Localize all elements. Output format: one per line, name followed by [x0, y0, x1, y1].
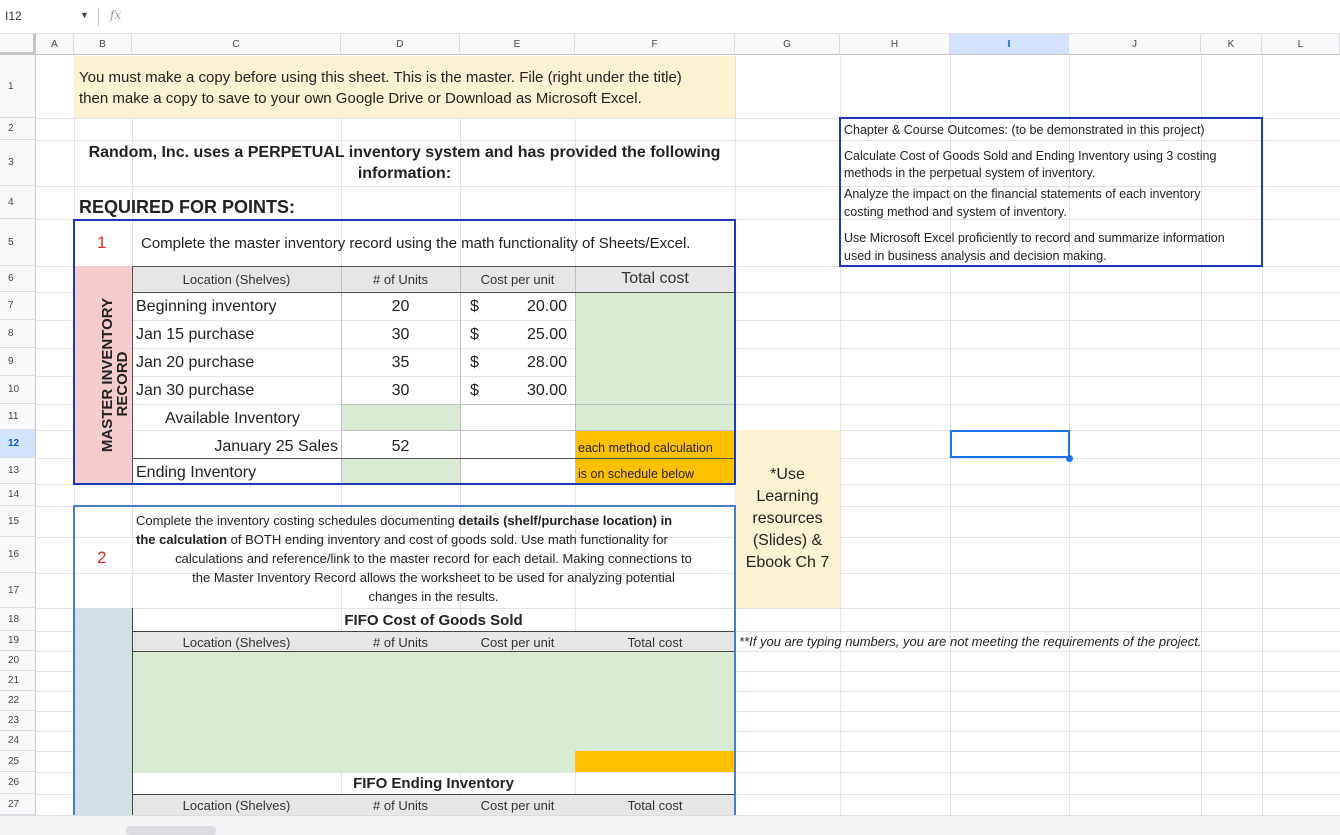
row-header-16[interactable]: 16	[0, 537, 36, 573]
formula-bar-divider	[98, 8, 99, 26]
row-header-15[interactable]: 15	[0, 506, 36, 537]
step-2-line-3: calculations and reference/link to the master record for each detail. Making connections to	[175, 551, 692, 566]
column-header-j[interactable]: J	[1069, 34, 1201, 55]
row-currency: $	[470, 326, 479, 343]
row-header-3[interactable]: 3	[0, 140, 36, 186]
row-header-10[interactable]: 10	[0, 376, 36, 404]
learning-note-5: Ebook Ch 7	[745, 554, 830, 571]
required-heading: REQUIRED FOR POINTS:	[79, 197, 296, 217]
sales-units: 52	[391, 438, 410, 455]
row-header-6[interactable]: 6	[0, 266, 36, 292]
column-header-k[interactable]: K	[1201, 34, 1262, 55]
formula-bar	[0, 0, 1340, 34]
sales-label: January 25 Sales	[214, 438, 338, 455]
column-header-e[interactable]: E	[460, 34, 575, 55]
heading-line-1: Random, Inc. uses a PERPETUAL inventory system and has provided the following	[88, 144, 721, 161]
learning-note-4: (Slides) &	[752, 532, 823, 549]
row-cost: 20.00	[526, 298, 567, 315]
header-total-cost: Total cost	[621, 270, 689, 287]
heading-line-2: information:	[357, 165, 452, 182]
column-header-l[interactable]: L	[1262, 34, 1340, 55]
row-location: Jan 30 purchase	[136, 382, 255, 399]
column-header-h[interactable]: H	[840, 34, 950, 55]
column-header-d[interactable]: D	[341, 34, 460, 55]
row-cost: 25.00	[526, 326, 567, 343]
available-inventory-label: Available Inventory	[165, 410, 300, 427]
row-location: Jan 20 purchase	[136, 354, 255, 371]
row-location: Beginning inventory	[136, 298, 277, 315]
fifo-ending-header-cost: Cost per unit	[480, 798, 555, 813]
header-location: Location (Shelves)	[182, 272, 291, 287]
fifo-cogs-header-location: Location (Shelves)	[182, 635, 291, 650]
method-note-2: is on schedule below	[578, 467, 695, 481]
row-header-11[interactable]: 11	[0, 404, 36, 430]
row-header-2[interactable]: 2	[0, 118, 36, 140]
notice-line-2: then make a copy to save to your own Google Drive or Download as Microsoft Excel.	[79, 90, 642, 107]
learning-note-3: resources	[752, 510, 823, 527]
column-header-i[interactable]: I	[950, 34, 1069, 55]
step-2-number: 2	[97, 548, 107, 567]
outcome-1-line-1: Calculate Cost of Goods Sold and Ending Inventory using 3 costing	[844, 149, 1217, 163]
step-2-line-1: Complete the inventory costing schedules documenting details (shelf/purchase location) in	[136, 513, 673, 528]
outcome-2-line-1: Analyze the impact on the financial statements of each inventory	[844, 187, 1201, 201]
learning-note-2: Learning	[756, 488, 819, 505]
header-cost-per-unit: Cost per unit	[480, 272, 555, 287]
row-units: 20	[391, 298, 410, 315]
header-units: # of Units	[373, 272, 428, 287]
column-header-f[interactable]: F	[575, 34, 735, 55]
step-2-line-2: the calculation of BOTH ending inventory and cost of goods sold. Use math functionality for	[136, 532, 668, 547]
fifo-ending-title: FIFO Ending Inventory	[353, 775, 514, 792]
row-header-22[interactable]: 22	[0, 691, 36, 711]
row-units: 30	[391, 326, 410, 343]
column-header-a[interactable]: A	[36, 34, 74, 55]
column-header-c[interactable]: C	[132, 34, 341, 55]
step-1-text: Complete the master inventory record using the math functionality of Sheets/Excel.	[141, 235, 691, 252]
row-location: Jan 15 purchase	[136, 326, 255, 343]
row-header-13[interactable]: 13	[0, 458, 36, 484]
step-1-number: 1	[97, 233, 107, 252]
row-currency: $	[470, 354, 479, 371]
row-header-14[interactable]: 14	[0, 484, 36, 506]
row-header-9[interactable]: 9	[0, 348, 36, 376]
row-header-1[interactable]: 1	[0, 55, 36, 118]
row-cost: 28.00	[526, 354, 567, 371]
row-currency: $	[470, 298, 479, 315]
selected-cell[interactable]	[950, 430, 1070, 458]
row-header-5[interactable]: 5	[0, 219, 36, 266]
master-side-label-1: MASTER INVENTORY	[99, 297, 116, 453]
row-units: 35	[391, 354, 410, 371]
row-header-20[interactable]: 20	[0, 651, 36, 671]
row-header-19[interactable]: 19	[0, 631, 36, 651]
column-header-g[interactable]: G	[735, 34, 840, 55]
master-side-label-2: RECORD	[114, 351, 131, 417]
fifo-ending-header-total: Total cost	[627, 798, 683, 813]
outcome-3-line-1: Use Microsoft Excel proficiently to record and summarize information	[844, 231, 1225, 245]
fifo-cogs-title: FIFO Cost of Goods Sold	[344, 612, 523, 629]
fifo-cogs-header-units: # of Units	[373, 635, 428, 650]
ending-inventory-label: Ending Inventory	[136, 464, 257, 481]
row-header-26[interactable]: 26	[0, 772, 36, 794]
row-cost: 30.00	[526, 382, 567, 399]
row-header-18[interactable]: 18	[0, 608, 36, 631]
outcome-1-line-2: methods in the perpetual system of inventory.	[844, 166, 1096, 180]
row-header-27[interactable]: 27	[0, 794, 36, 815]
row-header-24[interactable]: 24	[0, 731, 36, 751]
notice-line-1: You must make a copy before using this sheet. This is the master. File (right under the title)	[79, 69, 682, 86]
row-header-21[interactable]: 21	[0, 671, 36, 691]
fifo-ending-header-units: # of Units	[373, 798, 428, 813]
learning-note-1: *Use	[770, 466, 805, 483]
fill-handle[interactable]	[1066, 455, 1073, 462]
fifo-ending-header-location: Location (Shelves)	[182, 798, 291, 813]
chevron-down-icon[interactable]: ▼	[80, 10, 89, 20]
row-currency: $	[470, 382, 479, 399]
row-header-7[interactable]: 7	[0, 292, 36, 320]
outcome-3-line-2: used in business analysis and decision making.	[844, 249, 1107, 263]
row-header-12[interactable]: 12	[0, 430, 36, 458]
name-box[interactable]: I12	[5, 9, 22, 23]
row-header-17[interactable]: 17	[0, 573, 36, 608]
step-2-line-4: the Master Inventory Record allows the worksheet to be used for analyzing potential	[192, 570, 675, 585]
horizontal-scrollbar-thumb[interactable]	[126, 826, 216, 835]
column-header-b[interactable]: B	[74, 34, 132, 55]
row-units: 30	[391, 382, 410, 399]
fx-icon: fx	[110, 8, 122, 22]
step-2-line-5: changes in the results.	[368, 589, 499, 604]
row-header-23[interactable]: 23	[0, 711, 36, 731]
row-header-25[interactable]: 25	[0, 751, 36, 772]
typing-warning: **If you are typing numbers, you are not meeting the requirements of the project.	[739, 634, 1202, 649]
row-header-8[interactable]: 8	[0, 320, 36, 348]
row-header-4[interactable]: 4	[0, 186, 36, 219]
outcome-2-line-2: costing method and system of inventory.	[844, 205, 1067, 219]
method-note-1: each method calculation	[578, 441, 713, 455]
select-all-corner[interactable]	[0, 34, 36, 55]
fifo-cogs-header-cost: Cost per unit	[480, 635, 555, 650]
outcomes-heading: Chapter & Course Outcomes: (to be demonstrated in this project)	[844, 123, 1205, 137]
fifo-cogs-header-total: Total cost	[627, 635, 683, 650]
